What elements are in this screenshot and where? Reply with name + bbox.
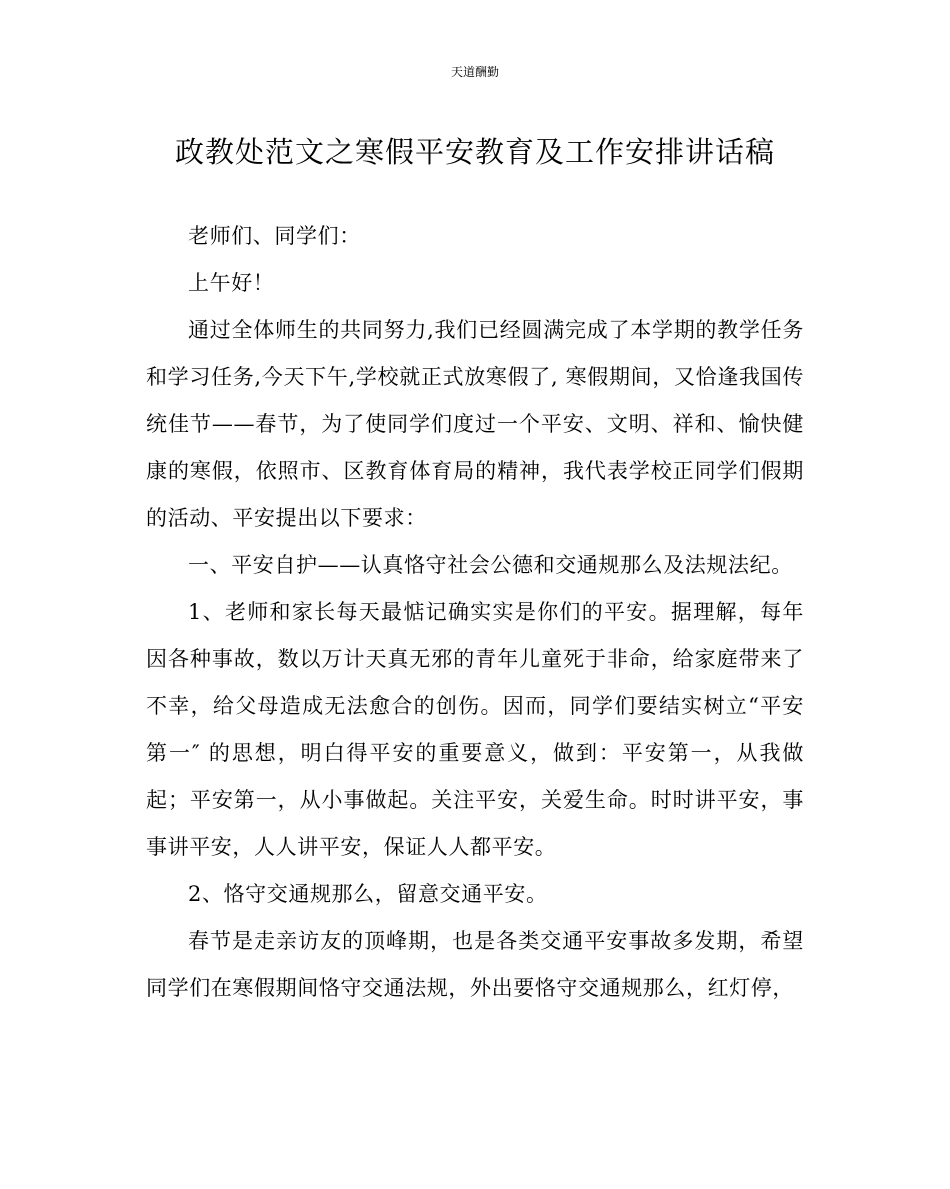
section-heading-safety: 一、平安自护——认真恪守社会公德和交通规那么及法规法纪。 [188,553,793,577]
document-title: 政教处范文之寒假平安教育及工作安排讲话稿 [174,135,775,169]
page-header: 天道酬勤 [450,65,499,79]
intro-paragraph: 通过全体师生的共同努力,我们已经圆满完成了本学期的教学任务和学习任务,今天下午,学校就正式放寒假了, 寒假期间，又恰逢我国传统佳节——春节，为了使同学们度过一个平安、文明、祥和、愉快健康的寒假，依照市、区教育体育局的精神，我代表学校正同学们假期的活动、平安提出以下要求： [146,318,804,530]
paragraph-spring-festival: 春节是走亲访友的顶峰期，也是各类交通平安事故多发期，希望同学们在寒假期间恪守交通法规，外出要恪守交通规那么，红灯停， [146,929,804,1000]
greeting: 上午好！ [188,271,275,295]
paragraph-safety-first: 1、老师和家长每天最惦记确实实是你们的平安。据理解，每年因各种事故，数以万计天真无邪的青年儿童死于非命，给家庭带来了不幸，给父母造成无法愈合的创伤。因而，同学们要结实树立“平安第一″ 的思想，明白得平安的重要意义，做到：平安第一，从我做起；平安第一，从小事做起。关注平安，关爱生命。时时讲平安，事事讲平安，人人讲平安，保证人人都平安。 [146,600,804,859]
document-body [146,213,804,1012]
salutation: 老师们、同学们： [188,224,361,248]
paragraph-traffic-rules: 2、恪守交通规那么，留意交通平安。 [188,882,548,906]
